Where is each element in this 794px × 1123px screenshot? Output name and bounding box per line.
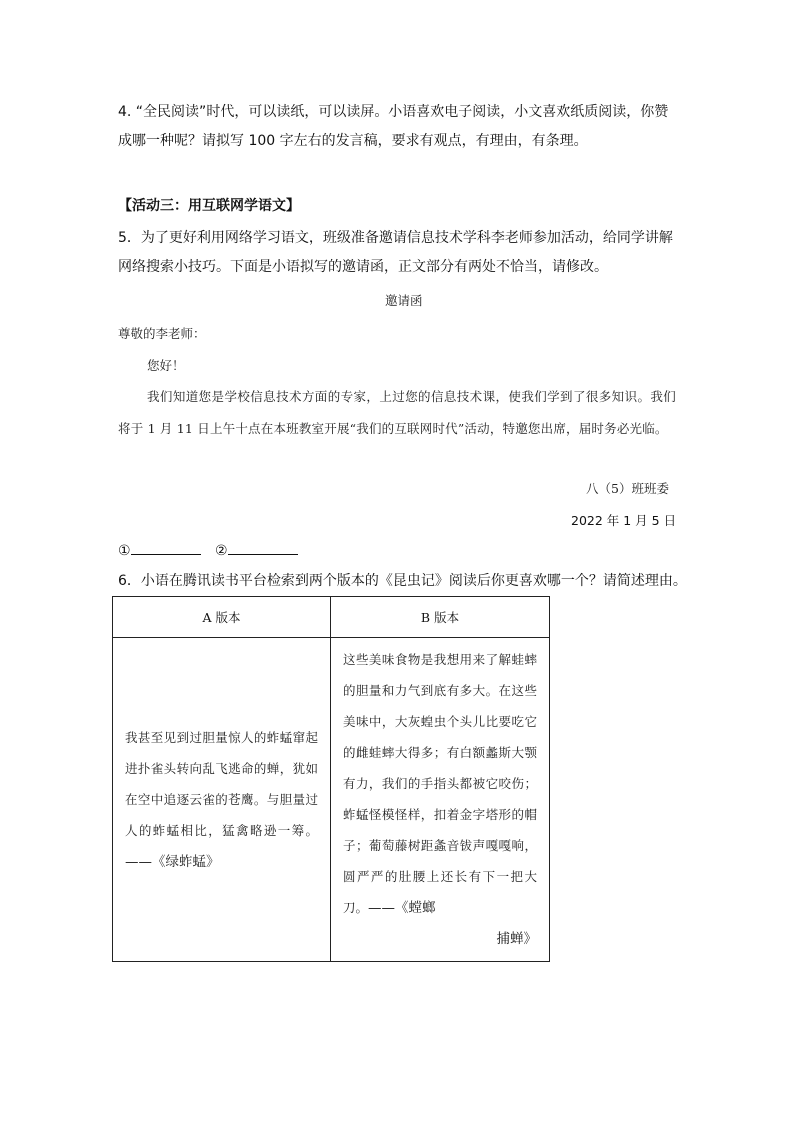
question-4: 4. “全民阅读”时代，可以读纸，可以读屏。小语喜欢电子阅读，小文喜欢纸质阅读，你赞成哪一种呢？请拟写 100 字左右的发言稿，要求有观点，有理由，有条理。 [118,104,669,149]
letter-date: 2022 年 1 月 5 日 [571,513,677,528]
answer-blanks [118,540,298,559]
letter-greeting: 您好！ [147,358,185,373]
blank-1-label: ① [118,543,131,559]
question-5: 5．为了更好利用网络学习语文，班级准备邀请信息技术学科李老师参加活动，给同学讲解网络搜索小技巧。下面是小语拟写的邀请函，正文部分有两处不恰当，请修改。 [118,230,673,275]
table-header-row [113,597,550,638]
blank-2-line[interactable] [228,540,298,555]
version-a-text [113,722,330,878]
table-row [113,638,550,962]
version-b-source-2: 捕蝉》 [496,931,537,947]
version-b-excerpt: 这些美味食物是我想用来了解蛙蟀的胆量和力气到底有多大。在这些美味中，大灰蝗虫个头儿比要吃它的雌蛙蟀大得多；有白额蠡斯大颚有力，我们的手指头都被它咬伤；蚱蜢怪模怪样，扣着金字塔形的帽子；葡萄藤树距螽音钹声嘎嘎响，圆严严的肚腰上还长有下一把大刀。 [343,652,537,915]
header-a: A 版本 [113,597,331,638]
version-a-source: ——《绿蚱蜢》 [125,853,220,870]
letter-signature: 八（5）班班委 [586,481,669,496]
versions-table [112,596,550,962]
blank-1-line[interactable] [131,540,201,555]
question-6: 6．小语在腾讯读书平台检索到两个版本的《昆虫记》阅读后你更喜欢哪一个？请简述理由。 [118,573,687,589]
letter-title: 邀请函 [385,293,423,308]
activity-3-heading: 【活动三：用互联网学语文】 [118,198,300,214]
letter-salutation: 尊敬的李老师： [118,326,206,341]
version-b-text [331,644,549,924]
letter-body: 我们知道您是学校信息技术方面的专家，上过您的信息技术课，使我们学到了很多知识。我们将于 1 月 11 日上午十点在本班教室开展“我们的互联网时代”活动，特邀您出席，届时务必光临。 [118,389,676,436]
version-b-cell [331,638,550,962]
blank-2-label: ② [215,543,228,559]
version-a-excerpt: 我甚至见到过胆量惊人的蚱蜢窜起进扑雀头转向乱飞逃命的蝉，犹如在空中追逐云雀的苍鹰。与胆量过人的蚱蜢相比，猛禽略逊一筹。 [125,729,318,838]
version-a-cell [113,638,331,962]
header-b: B 版本 [331,597,550,638]
version-b-source-1: ——《螳螂 [368,900,436,916]
